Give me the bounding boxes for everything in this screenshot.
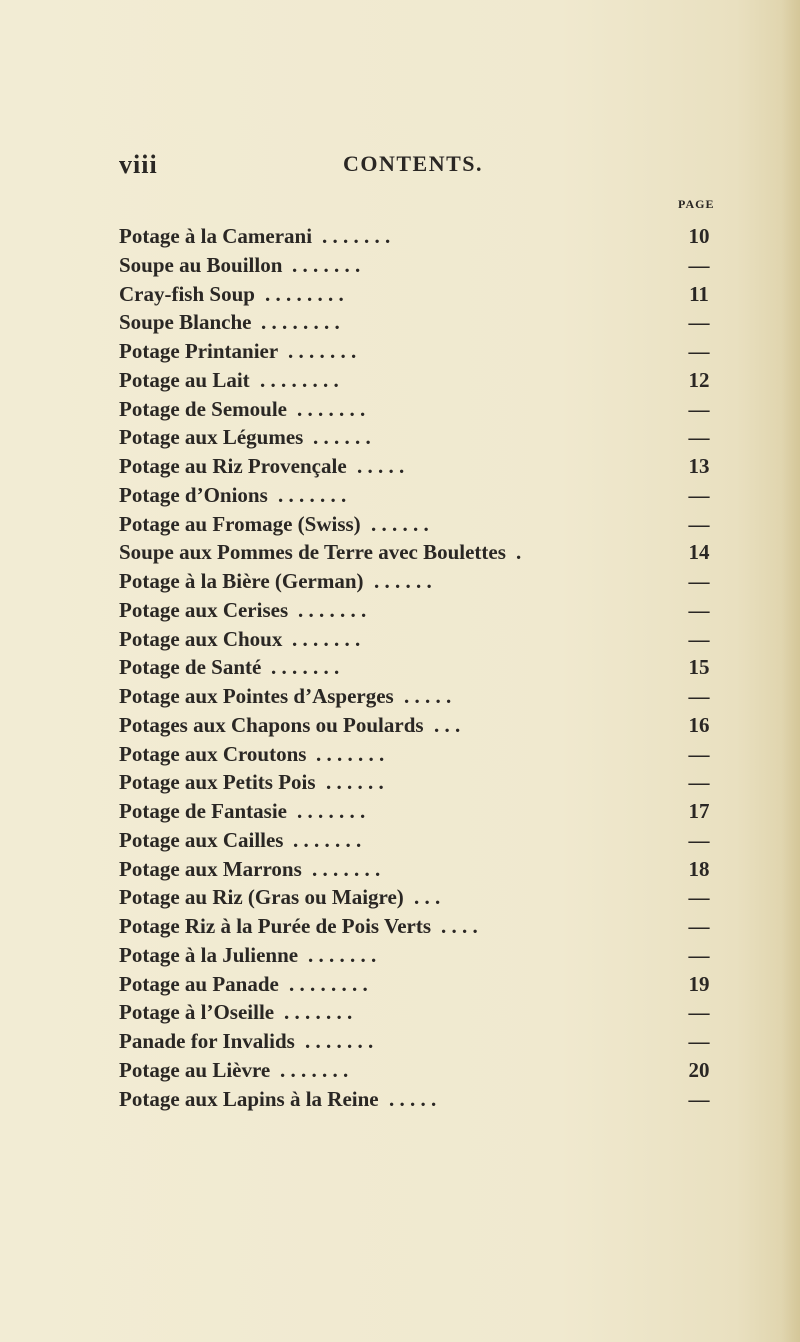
entry-title: Panade for Invalids xyxy=(119,1029,295,1053)
entry-page-number: — xyxy=(688,482,710,507)
entry-title: Potage au Fromage (Swiss) xyxy=(119,511,361,536)
contents-entry xyxy=(119,1056,731,1085)
entry-title: Potage aux Choux xyxy=(119,626,283,651)
entry-dot-leader: . . . . xyxy=(441,914,478,938)
entry-title: Potage au Riz (Gras ou Maigre) xyxy=(119,885,404,910)
entry-page-number: — xyxy=(688,569,710,593)
entry-page-number: — xyxy=(688,396,710,421)
entry-title: Potage aux Lapins à la Reine xyxy=(119,1086,379,1111)
entry-page-number: — xyxy=(688,1029,710,1053)
entry-dot-leader: . . . . . . . xyxy=(292,252,361,277)
entry-dot-leader: . . . . . . . . xyxy=(289,971,368,996)
entry-title: Soupe au Bouillon xyxy=(119,252,283,277)
contents-entry xyxy=(119,452,731,481)
contents-entry xyxy=(119,826,731,855)
contents-entry xyxy=(119,308,731,337)
contents-entry xyxy=(119,337,731,366)
contents-list xyxy=(119,222,731,1113)
entry-dot-leader: . . . . . . . xyxy=(316,741,385,766)
entry-dot-leader: . . . . . . . xyxy=(305,1029,374,1053)
entry-title: Potage à la Camerani xyxy=(119,224,313,248)
contents-entry xyxy=(119,510,731,539)
entry-title: Potage aux Légumes xyxy=(119,425,304,450)
entry-title: Potage d’Onions xyxy=(119,482,268,507)
entry-title: Potages aux Chapons ou Poulards xyxy=(119,712,424,737)
entry-title: Potage aux Petits Pois xyxy=(119,770,316,795)
entry-title: Potage à la Bière (German) xyxy=(119,569,364,593)
entry-page-number: — xyxy=(688,511,710,536)
entry-page-number: 19 xyxy=(688,971,710,996)
contents-entry xyxy=(119,711,731,740)
entry-page-number: — xyxy=(688,252,710,277)
entry-title: Cray-fish Soup xyxy=(119,281,255,306)
entry-dot-leader: . . . . . . . xyxy=(308,942,377,967)
entry-page-number: — xyxy=(688,684,710,708)
entry-title: Potage à l’Oseille xyxy=(119,1000,275,1025)
entry-dot-leader: . . . . . . . . xyxy=(265,281,344,306)
entry-title: Potage Riz à la Purée de Pois Verts xyxy=(119,914,432,938)
entry-title: Potage de Fantasie xyxy=(119,799,287,823)
contents-entry xyxy=(119,883,731,912)
page-column-label: PAGE xyxy=(678,197,715,211)
entry-page-number: 15 xyxy=(688,655,710,680)
entry-title: Potage aux Cailles xyxy=(119,827,284,852)
contents-entry xyxy=(119,251,731,280)
entry-title: Potage aux Marrons xyxy=(119,856,302,881)
entry-dot-leader: . . . . . . . . xyxy=(260,367,339,392)
entry-dot-leader: . . . xyxy=(434,712,461,737)
entry-title: Potage aux Croutons xyxy=(119,741,307,766)
entry-dot-leader: . . . . . . . xyxy=(293,827,362,852)
entry-page-number: 14 xyxy=(688,540,710,565)
contents-entry xyxy=(119,797,731,826)
entry-dot-leader: . . . . . . . xyxy=(312,856,381,881)
entry-page-number: 12 xyxy=(688,367,710,392)
contents-entry xyxy=(119,423,731,452)
entry-page-number: — xyxy=(688,626,710,651)
entry-page-number: — xyxy=(688,1000,710,1025)
entry-page-number: 13 xyxy=(688,454,710,478)
contents-entry xyxy=(119,768,731,797)
entry-page-number: — xyxy=(688,310,710,335)
entry-page-number: 11 xyxy=(689,281,709,306)
entry-page-number: — xyxy=(688,914,710,938)
entry-dot-leader: . . . . . xyxy=(357,454,405,478)
entry-title: Potage au Lièvre xyxy=(119,1057,271,1082)
page-number: viii xyxy=(119,150,158,179)
entry-title: Potage au Panade xyxy=(119,971,279,996)
entry-page-number: 18 xyxy=(688,856,710,881)
entry-page-number: — xyxy=(688,942,710,967)
entry-title: Potage de Semoule xyxy=(119,396,287,421)
entry-page-number: 17 xyxy=(688,799,710,823)
entry-page-number: — xyxy=(688,1086,710,1111)
entry-dot-leader: . . . . . . xyxy=(371,511,429,536)
entry-page-number: 16 xyxy=(688,712,710,737)
entry-title: Potage Printanier xyxy=(119,339,279,363)
contents-entry xyxy=(119,596,731,625)
entry-dot-leader: . . . . . . . xyxy=(297,396,366,421)
entry-dot-leader: . . . . . . xyxy=(313,425,371,450)
entry-page-number: — xyxy=(688,885,710,910)
entry-dot-leader: . . . . . . . xyxy=(271,655,340,680)
contents-entry xyxy=(119,653,731,682)
entry-dot-leader: . . . . . . . xyxy=(298,597,367,622)
contents-entry xyxy=(119,912,731,941)
entry-page-number: — xyxy=(688,827,710,852)
contents-entry xyxy=(119,567,731,596)
entry-dot-leader: . . . . . . xyxy=(326,770,384,795)
entry-title: Soupe aux Pommes de Terre avec Boulettes xyxy=(119,540,506,565)
entry-dot-leader: . . . . . . . xyxy=(297,799,366,823)
entry-dot-leader: . . . . . . . xyxy=(292,626,361,651)
contents-entry xyxy=(119,395,731,424)
page-header xyxy=(119,150,719,186)
contents-entry xyxy=(119,682,731,711)
entry-title: Potage au Riz Provençale xyxy=(119,454,347,478)
contents-entry xyxy=(119,280,731,309)
entry-title: Potage à la Julienne xyxy=(119,942,299,967)
entry-dot-leader: . . . . . . . xyxy=(278,482,347,507)
page-title: CONTENTS. xyxy=(343,151,484,176)
contents-entry xyxy=(119,1085,731,1114)
entry-dot-leader: . . . . . . . . xyxy=(261,310,340,335)
entry-page-number: — xyxy=(688,597,710,622)
entry-dot-leader: . xyxy=(516,540,522,565)
entry-dot-leader: . . . . . . . xyxy=(322,224,391,248)
contents-entry xyxy=(119,970,731,999)
entry-page-number: 10 xyxy=(688,224,710,248)
entry-dot-leader: . . . . . . xyxy=(374,569,432,593)
entry-title: Soupe Blanche xyxy=(119,310,252,335)
entry-page-number: — xyxy=(688,770,710,795)
entry-page-number: — xyxy=(688,339,710,363)
entry-title: Potage au Lait xyxy=(119,367,250,392)
entry-dot-leader: . . . . . . . xyxy=(288,339,357,363)
contents-entry xyxy=(119,1027,731,1056)
contents-entry xyxy=(119,481,731,510)
contents-entry xyxy=(119,941,731,970)
contents-entry xyxy=(119,222,731,251)
entry-page-number: 20 xyxy=(688,1057,710,1082)
entry-title: Potage aux Pointes d’Asperges xyxy=(119,684,394,708)
contents-entry xyxy=(119,538,731,567)
entry-title: Potage aux Cerises xyxy=(119,597,289,622)
entry-page-number: — xyxy=(688,741,710,766)
contents-entry xyxy=(119,740,731,769)
entry-page-number: — xyxy=(688,425,710,450)
entry-dot-leader: . . . . . . . xyxy=(284,1000,353,1025)
entry-dot-leader: . . . . . xyxy=(404,684,452,708)
entry-dot-leader: . . . . . xyxy=(389,1086,437,1111)
contents-entry xyxy=(119,625,731,654)
contents-entry xyxy=(119,998,731,1027)
entry-dot-leader: . . . xyxy=(414,885,441,910)
entry-dot-leader: . . . . . . . xyxy=(280,1057,349,1082)
entry-title: Potage de Santé xyxy=(119,655,262,680)
contents-entry xyxy=(119,366,731,395)
contents-entry xyxy=(119,855,731,884)
